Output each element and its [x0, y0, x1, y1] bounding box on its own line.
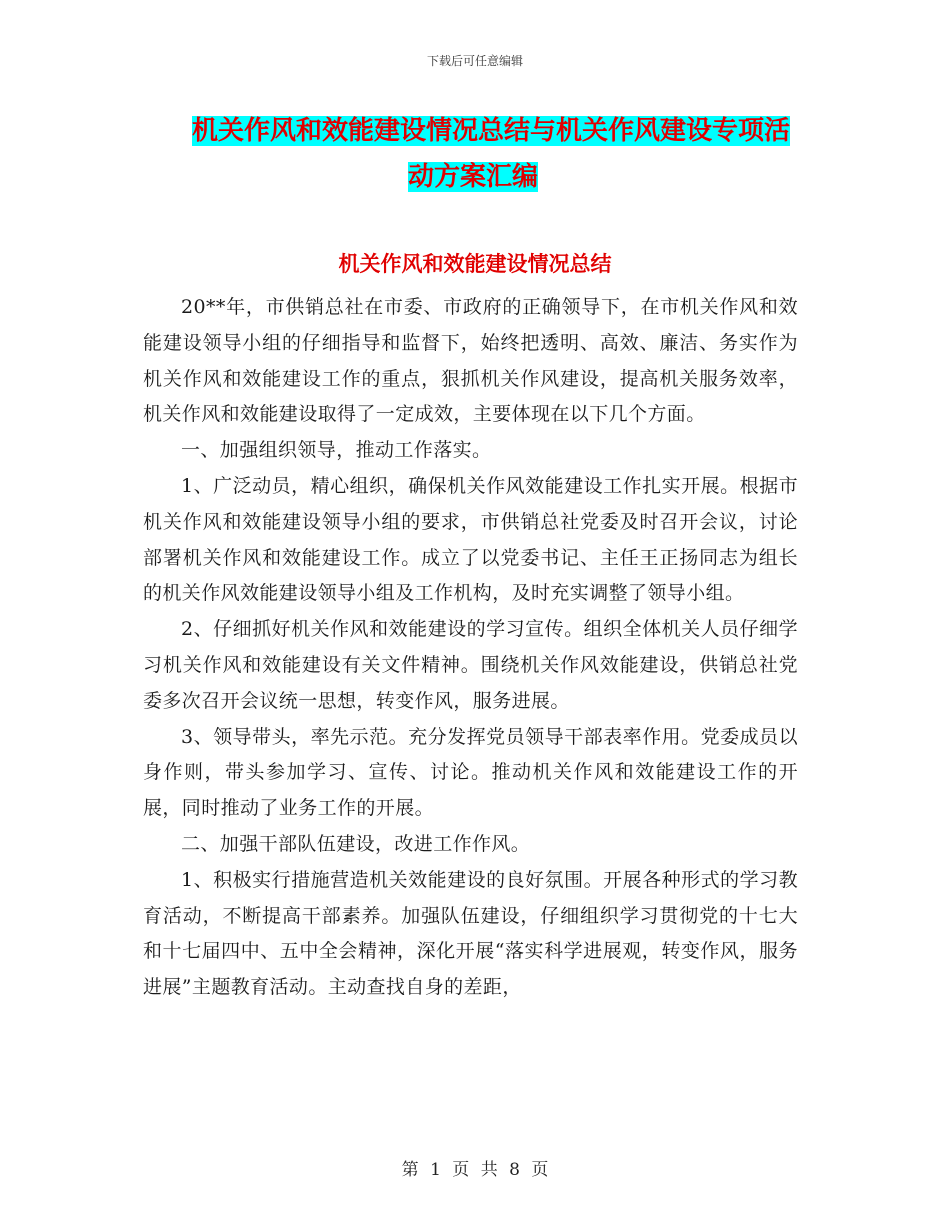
main-title: [150, 108, 850, 200]
paragraph: 1、广泛动员，精心组织，确保机关作风效能建设工作扎实开展。根据市机关作风和效能建设领导小组的要求，市供销总社党委及时召开会议，讨论部署机关作风和效能建设工作。成立了以党委书记、主任王正扬同志为组长的机关作风效能建设领导小组及工作机构，及时充实调整了领导小组。: [143, 474, 798, 605]
paragraph: 20**年，市供销总社在市委、市政府的正确领导下，在市机关作风和效能建设领导小组的仔细指导和监督下，始终把透明、高效、廉洁、务实作为机关作风和效能建设工作的重点，狠抓机关作风建设，提高机关服务效率，机关作风和效能建设取得了一定成效，主要体现在以下几个方面。: [143, 296, 798, 426]
paragraph: 2、仔细抓好机关作风和效能建设的学习宣传。组织全体机关人员仔细学习机关作风和效能建设有关文件精神。围绕机关作风效能建设，供销总社党委多次召开会议统一思想，转变作风，服务进展。: [143, 618, 798, 712]
header-note: 下载后可任意编辑: [426, 54, 523, 68]
page-number-footer: 第 1 页 共 8 页: [401, 1160, 549, 1180]
main-title-line-1-text: 机关作风和效能建设情况总结与机关作风建设专项活: [192, 116, 791, 146]
paragraph: 1、积极实行措施营造机关效能建设的良好氛围。开展各种形式的学习教育活动，不断提高干部素养。加强队伍建设，仔细组织学习贯彻党的十七大和十七届四中、五中全会精神，深化开展“落实科学进展观，转变作风，服务进展”主题教育活动。主动查找自身的差距，: [143, 868, 798, 999]
main-title-line-1: [150, 108, 850, 154]
paragraph: 3、领导带头，率先示范。充分发挥党员领导干部表率作用。党委成员以身作则，带头参加学习、宣传、讨论。推动机关作风和效能建设工作的开展，同时推动了业务工作的开展。: [143, 725, 798, 820]
main-title-line-2: [150, 154, 850, 200]
section-title: 机关作风和效能建设情况总结: [338, 252, 612, 276]
body-text: [143, 290, 798, 1006]
paragraph: 一、加强组织领导，推动工作落实。: [181, 439, 492, 462]
main-title-line-2-text: 动方案汇编: [408, 162, 539, 192]
paragraph: 二、加强干部队伍建设，改进工作作风。: [181, 832, 531, 855]
